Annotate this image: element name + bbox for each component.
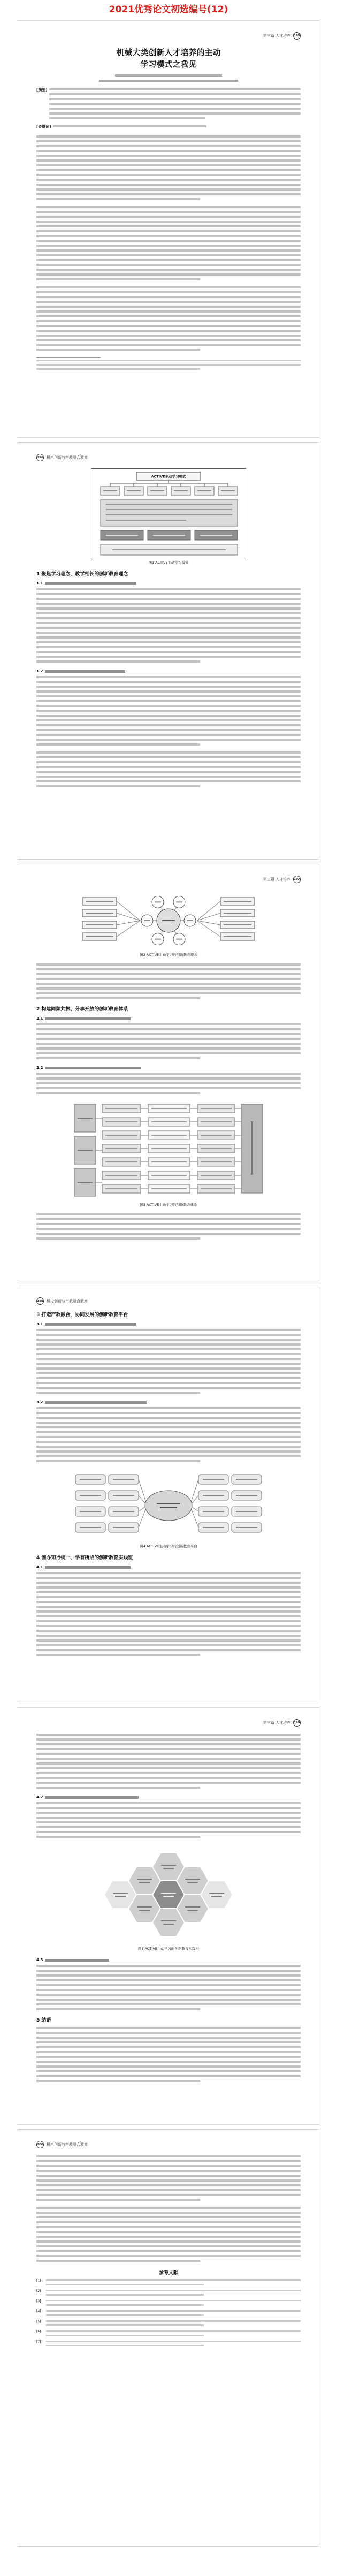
body-paragraph [36, 1073, 301, 1097]
box-text-line [78, 1150, 93, 1151]
box-text-line [86, 901, 113, 902]
keywords-label: [关键词] [36, 125, 51, 129]
block-text-line [106, 509, 232, 510]
circle-text-line [187, 920, 193, 921]
subsection-number: 4.1 [36, 1565, 43, 1569]
platform-hub [145, 1491, 192, 1521]
circle-text-line [155, 901, 161, 902]
figure-2-diagram [80, 890, 257, 952]
keywords [36, 125, 301, 130]
subsection-3-1-heading [36, 1321, 301, 1327]
box-text-line [105, 1121, 137, 1122]
box-text-line [80, 1479, 101, 1480]
running-head-text: 机电创新与产教融合教育 [47, 2142, 88, 2147]
box-text-line [203, 1527, 224, 1528]
box-text-line [113, 1479, 134, 1480]
box-text-line [78, 1182, 93, 1183]
body-paragraph [36, 1965, 301, 2013]
box-text-line [151, 1148, 187, 1149]
reference-item [36, 2341, 301, 2349]
box-text-line [236, 1511, 257, 1512]
body-paragraph [36, 2207, 301, 2265]
hexagon-text-line [163, 1868, 174, 1869]
reference-text-lines [46, 2341, 301, 2349]
box-text-line [113, 1527, 134, 1528]
body-paragraph [36, 206, 301, 283]
author-line [115, 74, 222, 77]
reference-number: [1] [36, 2279, 41, 2283]
block-text-line [112, 549, 226, 550]
hexagon-text-line [113, 1893, 128, 1894]
subsection-title-line [45, 1323, 136, 1326]
hexagon-text-line [137, 1906, 152, 1908]
body-paragraph [36, 2155, 301, 2203]
box-text-line [151, 1121, 187, 1122]
circle-text-line [176, 901, 182, 902]
figure-5-caption: 图5 ACTIVE主动学习的创新教育实践班 [137, 1947, 199, 1951]
reference-text-lines [46, 2279, 301, 2288]
subsection-2-2-heading [36, 1065, 301, 1070]
box-text-line [236, 1495, 257, 1496]
hexagon-text-line [163, 1896, 174, 1897]
box-text-line [105, 1161, 137, 1162]
hexagon-text-line [185, 1879, 200, 1880]
body-paragraph [36, 135, 301, 203]
subsection-number: 4.2 [36, 1795, 43, 1799]
body-paragraph [36, 1023, 301, 1062]
box-text-line [236, 1479, 257, 1480]
body-paragraph [36, 1802, 301, 1841]
hexagon-text-line [185, 1906, 200, 1908]
running-head-text: 机电创新与产教融合教育 [47, 1299, 88, 1303]
hexagon-text-line [139, 1882, 150, 1883]
circle-text-line [155, 939, 161, 940]
box-text-line [200, 535, 232, 536]
reference-number: [2] [36, 2289, 41, 2293]
box-text-line [201, 1135, 232, 1136]
box-text-line [151, 1161, 187, 1162]
box-text-line [127, 490, 141, 491]
subsection-number: 3.2 [36, 1400, 43, 1404]
reference-item [36, 2320, 301, 2329]
reference-text-lines [46, 2320, 301, 2329]
body-paragraph [36, 1407, 301, 1465]
page-number: 199 [293, 1719, 301, 1727]
reference-number: [4] [36, 2309, 41, 2313]
subsection-title-line [45, 1401, 147, 1404]
body-paragraph [36, 1734, 301, 1791]
box-text-line [103, 490, 117, 491]
figure-3-caption: 图3 ACTIVE主动学习的创新教育体系 [140, 1203, 197, 1207]
hub-text-line [157, 1503, 180, 1504]
body-paragraph [36, 963, 301, 1002]
figure-1-caption: 图1 ACTIVE主动学习模式 [148, 560, 189, 565]
subsection-3-2-heading [36, 1400, 301, 1405]
connector-line [117, 901, 140, 921]
box-text-line [251, 1121, 253, 1175]
reference-item [36, 2300, 301, 2308]
box-text-line [236, 1527, 257, 1528]
body-paragraph [36, 1329, 301, 1396]
hexagon-text-line [161, 1893, 176, 1894]
box-text-line [197, 490, 211, 491]
subsection-title-line [45, 582, 136, 585]
box-text-line [201, 1175, 232, 1176]
box-text-line [80, 1511, 101, 1512]
subsection-number: 1.2 [36, 669, 43, 673]
reference-number: [5] [36, 2320, 41, 2323]
connector-line [197, 901, 220, 921]
box-text-line [105, 1175, 137, 1176]
box-text-line [86, 936, 113, 937]
body-paragraph [36, 286, 301, 354]
box-text-line [221, 490, 235, 491]
box-text-line [105, 1135, 137, 1136]
subsection-1-1-heading [36, 581, 301, 586]
hexagon-text-line [139, 1910, 150, 1911]
figure-4-caption: 图4 ACTIVE主动学习的创新教育平台 [140, 1544, 197, 1548]
reference-item [36, 2310, 301, 2319]
abstract [36, 88, 301, 122]
page-198 [18, 1286, 319, 1703]
reference-number: [6] [36, 2330, 41, 2334]
page-number: 195 [293, 32, 301, 40]
subsection-number: 1.1 [36, 581, 43, 586]
page-195 [18, 20, 319, 438]
box-text-line [78, 1118, 93, 1119]
hexagon-text-line [115, 1896, 126, 1897]
body-paragraph [36, 751, 301, 790]
running-head-text: 第三篇 人才培养 [263, 877, 290, 882]
paper-title-line-2: 学习模式之我见 [140, 59, 197, 69]
paper-title-line-1: 机械大类创新人才培养的主动 [116, 48, 221, 57]
body-paragraph [36, 2027, 301, 2085]
circle-text-line [162, 920, 175, 921]
reference-number: [3] [36, 2299, 41, 2303]
figure-4-diagram [72, 1468, 265, 1543]
subsection-title-line [45, 1017, 131, 1020]
subsection-title-line [45, 1067, 141, 1069]
box-text-line [201, 1188, 232, 1189]
references-heading: 参考文献 [158, 2270, 178, 2276]
box-text-line [153, 535, 185, 536]
box-text-line [203, 1511, 224, 1512]
circle-text-line [176, 939, 182, 940]
box-text-line [203, 1495, 224, 1496]
box-text-line [113, 1511, 134, 1512]
running-header [36, 875, 301, 884]
section-4-heading: 4 创办知行统一、学有所成的创新教育实践班 [36, 1555, 133, 1561]
running-header [36, 1719, 301, 1727]
subsection-4-2-heading [36, 1795, 301, 1800]
box-text-line [105, 1108, 137, 1109]
box-text-line [224, 913, 251, 914]
reference-text-lines [46, 2310, 301, 2319]
footnote-text-lines [36, 360, 301, 373]
subsection-number: 2.1 [36, 1016, 43, 1021]
page-number: 198 [36, 1297, 44, 1305]
box-text-line [201, 1108, 232, 1109]
body-paragraph [36, 676, 301, 748]
module-block [101, 499, 238, 526]
page-number: 197 [293, 876, 301, 883]
section-5-heading: 5 结语 [36, 2018, 51, 2023]
box-text-line [201, 1161, 232, 1162]
body-paragraph [36, 588, 301, 665]
hub-text-line [160, 1507, 177, 1508]
hexagon-text-line [163, 1924, 174, 1925]
running-header [36, 32, 301, 40]
block-text-line [106, 520, 186, 521]
section-3-heading: 3 打造产教融合，协同发展的创新教育平台 [36, 1312, 128, 1318]
subsection-4-1-heading [36, 1564, 301, 1570]
box-text-line [224, 924, 251, 925]
page-197 [18, 864, 319, 1281]
box-text-line [203, 1479, 224, 1480]
reference-item [36, 2279, 301, 2288]
circle-text-line [144, 920, 150, 921]
hexagon-text-line [187, 1882, 198, 1883]
references-list [36, 2279, 301, 2349]
box-text-line [151, 1188, 187, 1189]
subsection-title-line [45, 1959, 109, 1962]
hexagon-text-line [161, 1865, 176, 1866]
connector-line [197, 913, 220, 921]
subsection-title-line [45, 1566, 131, 1569]
subsection-title-line [45, 670, 125, 673]
section-1-heading: 1 聚焦学习理念，教学相长的创新教育理念 [36, 572, 128, 577]
footnote-rule [36, 357, 101, 358]
box-text-line [113, 1495, 134, 1496]
subsection-4-3-heading [36, 1957, 301, 1963]
box-text-line [151, 1108, 187, 1109]
running-header [36, 2140, 301, 2149]
running-header [36, 453, 301, 462]
figure-2-caption: 图2 ACTIVE主动学习的创新教育理念 [140, 953, 197, 957]
paper-title [36, 47, 301, 70]
block-text-line [106, 514, 232, 515]
hexagon-text-line [187, 1910, 198, 1911]
subsection-number: 2.2 [36, 1066, 43, 1070]
section-2-heading: 2 构建同频共振、分享开放的创新教育体系 [36, 1007, 128, 1012]
block-text-line [106, 504, 232, 505]
box-text-line [174, 490, 188, 491]
box-text-line [80, 1495, 101, 1496]
body-paragraph [36, 1213, 301, 1242]
box-text-line [105, 1188, 137, 1189]
box-text-line [224, 936, 251, 937]
reference-item [36, 2330, 301, 2339]
box-text-line [106, 535, 138, 536]
box-text-line [224, 901, 251, 902]
page-199 [18, 1707, 319, 2125]
box-text-line [151, 1135, 187, 1136]
figure-1-diagram [91, 468, 246, 559]
reference-text-lines [46, 2290, 301, 2298]
figure-5-hexagon-diagram [96, 1844, 241, 1946]
abstract-label: [摘要] [36, 88, 48, 92]
body-paragraph [36, 1572, 301, 1659]
box-text-line [80, 1527, 101, 1528]
subsection-number: 4.3 [36, 1958, 43, 1962]
page-number: 196 [36, 454, 44, 461]
hexagon-text-line [137, 1879, 152, 1880]
compilation-title: 2021优秀论文初选编号(12) [109, 4, 228, 15]
reference-item [36, 2290, 301, 2298]
model-header-text: ACTIVE主动学习模式 [151, 474, 186, 479]
box-text-line [201, 1148, 232, 1149]
box-text-line [86, 913, 113, 914]
subsection-2-1-heading [36, 1016, 301, 1021]
subsection-number: 3.1 [36, 1322, 43, 1326]
page-200 [18, 2129, 319, 2547]
hexagon-text-line [211, 1896, 222, 1897]
figure-3-flowchart [72, 1100, 265, 1202]
page-number: 200 [36, 2141, 44, 2148]
box-text-line [86, 924, 113, 925]
subsection-1-2-heading [36, 668, 301, 674]
hexagon-text-line [161, 1920, 176, 1921]
abstract-text-lines [49, 88, 301, 122]
running-head-text: 第三篇 人才培养 [263, 34, 290, 38]
reference-text-lines [46, 2330, 301, 2339]
reference-text-lines [46, 2300, 301, 2308]
box-text-line [151, 1175, 187, 1176]
connector-line [117, 913, 140, 921]
running-head-text: 机电创新与产教融合教育 [47, 455, 88, 460]
box-text-line [150, 490, 164, 491]
running-header [36, 1297, 301, 1305]
box-text-line [105, 1148, 137, 1149]
affiliation-line [99, 80, 238, 82]
page-196 [18, 442, 319, 860]
running-head-text: 第三篇 人才培养 [263, 1721, 290, 1725]
keywords-text-line [53, 125, 301, 130]
box-text-line [201, 1121, 232, 1122]
subsection-title-line [45, 1796, 139, 1799]
reference-number: [7] [36, 2340, 41, 2344]
hexagon-text-line [209, 1893, 224, 1894]
